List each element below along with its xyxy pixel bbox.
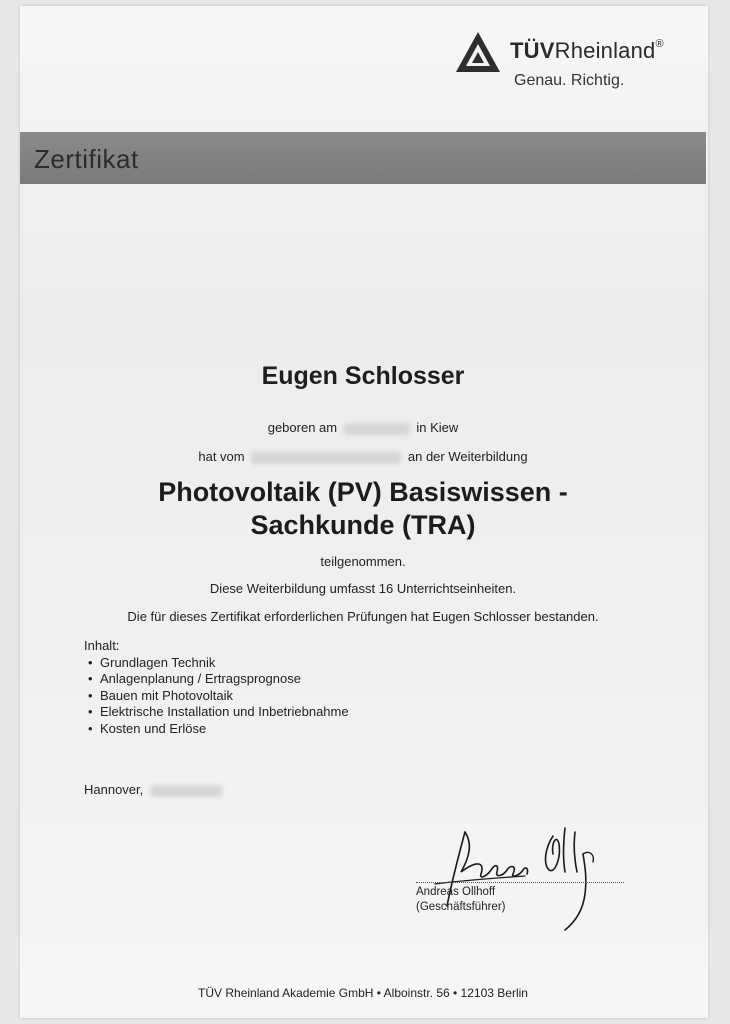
passed-text: Die für dieses Zertifikat erforderlichen Prüfungen hat Eugen Schlosser bestanden. [127, 609, 599, 624]
course-title-line2: Sachkunde (TRA) [250, 510, 476, 540]
redacted-birthdate [344, 423, 410, 435]
tuv-rheinland-logo [454, 28, 694, 98]
title-banner [20, 132, 706, 184]
brand-rest: Rheinland [554, 38, 656, 63]
brand-bold: TÜV [510, 38, 555, 63]
redacted-date [150, 785, 222, 797]
contents-section [84, 638, 349, 737]
participated-text: teilgenommen. [320, 554, 406, 569]
signature-line [416, 882, 624, 883]
contents-list [84, 655, 349, 738]
footer-address: TÜV Rheinland Akademie GmbH • Alboinstr. 56 • 12103 Berlin [198, 986, 528, 1000]
units-text: Diese Weiterbildung umfasst 16 Unterrichtseinheiten. [209, 581, 517, 596]
place-date [84, 782, 225, 797]
period-line [20, 449, 706, 464]
brand-tagline: Genau. Richtig. [514, 72, 625, 89]
list-item: • Grundlagen Technik [84, 655, 349, 672]
course-title [20, 476, 706, 542]
birth-line [20, 420, 706, 435]
contents-heading: Inhalt: [84, 638, 120, 653]
list-item: • Kosten und Erlöse [84, 721, 349, 738]
signatory-name: Andreas Ollhoff [416, 886, 496, 898]
place-city: Hannover, [84, 782, 144, 797]
period-suffix: an der Weiterbildung [407, 449, 528, 464]
registered-mark: ® [655, 38, 664, 50]
signatory-role: (Geschäftsführer) [416, 901, 506, 913]
born-prefix: geboren am [267, 420, 338, 435]
tuv-triangle-icon [454, 30, 502, 74]
period-prefix: hat vom [198, 449, 245, 464]
recipient-name: Eugen Schlosser [261, 362, 465, 390]
course-title-line1: Photovoltaik (PV) Basiswissen - [158, 477, 568, 507]
redacted-period [251, 452, 401, 464]
certificate-page [20, 6, 708, 1018]
list-item: • Anlagenplanung / Ertragsprognose [84, 671, 349, 688]
signatory-block [416, 885, 505, 915]
list-item: • Bauen mit Photovoltaik [84, 688, 349, 705]
list-item: • Elektrische Installation und Inbetriebnahme [84, 704, 349, 721]
certificate-title: Zertifikat [34, 144, 139, 174]
brand-name [510, 38, 664, 64]
born-suffix: in Kiew [416, 420, 459, 435]
